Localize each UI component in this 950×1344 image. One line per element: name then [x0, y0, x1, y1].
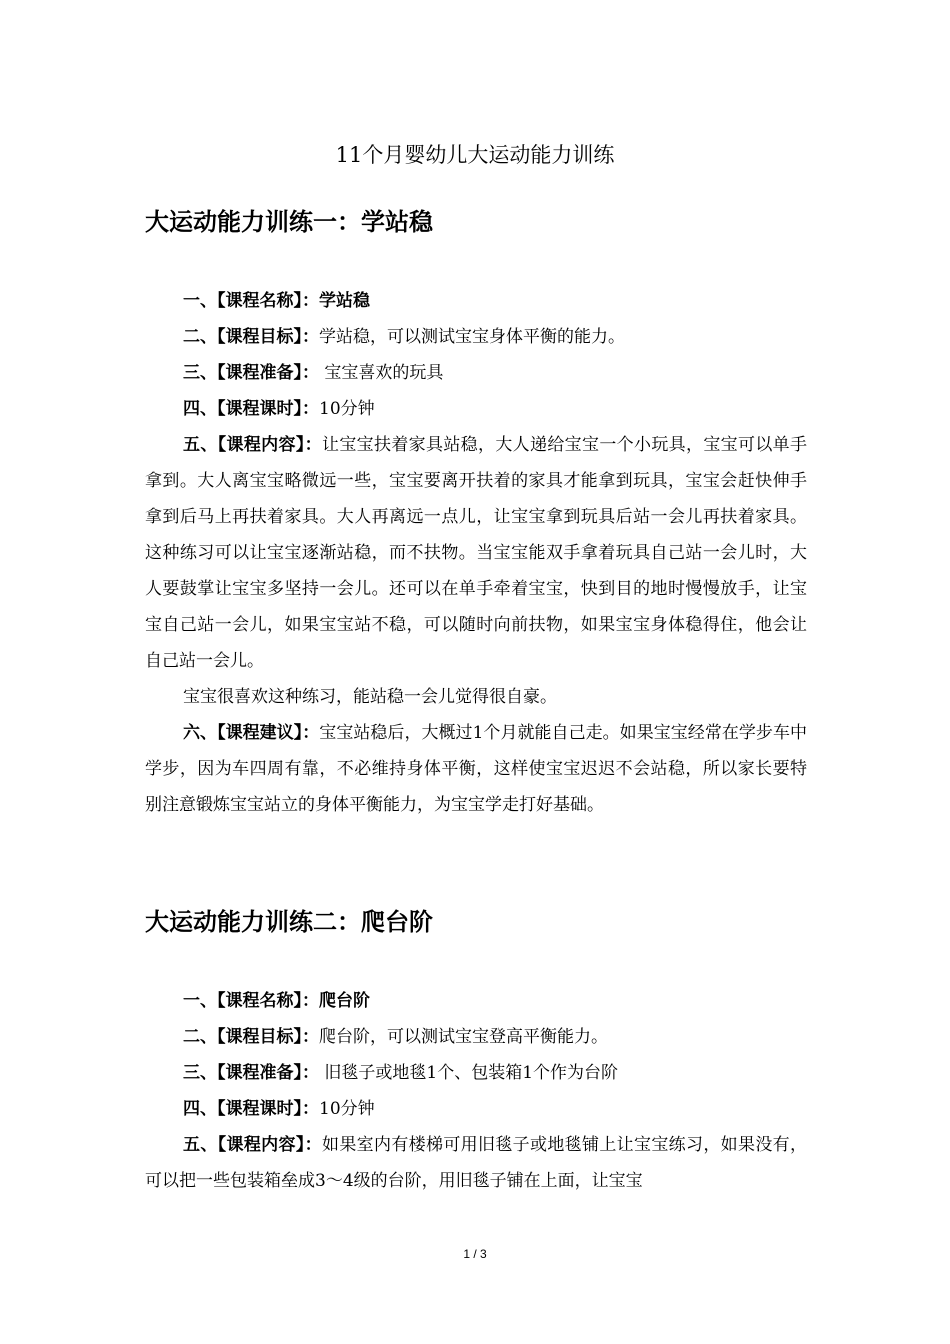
course-name-label: 一、【课程名称】：	[183, 991, 319, 1011]
course-name-value: 爬台阶	[319, 991, 370, 1011]
course-time-label: 四、【课程课时】：	[183, 399, 319, 419]
course-prep-label: 三、【课程准备】：	[183, 1063, 319, 1083]
page-number: 1 / 3	[463, 1247, 487, 1261]
course-goal-label: 二、【课程目标】：	[183, 1027, 319, 1047]
section-2-heading: 大运动能力训练二：爬台阶	[145, 908, 433, 936]
course-content-paragraph	[145, 1127, 807, 1199]
course-advice-label: 六、【课程建议】：	[183, 723, 320, 743]
course-time-value: 10分钟	[319, 1099, 375, 1119]
course-time-label: 四、【课程课时】：	[183, 1099, 319, 1119]
section-2-body	[145, 983, 807, 1199]
course-content-label: 五、【课程内容】：	[183, 435, 322, 455]
course-goal-value: 爬台阶，可以测试宝宝登高平衡能力。	[319, 1027, 608, 1047]
course-goal-line	[145, 319, 807, 355]
course-prep-value: 旧毯子或地毯1个、包装箱1个作为台阶	[319, 1063, 619, 1083]
course-name-label: 一、【课程名称】：	[183, 291, 319, 311]
course-content-value: 如果室内有楼梯可用旧毯子或地毯铺上让宝宝练习，如果没有，可以把一些包装箱垒成3～4级的台阶，用旧毯子铺在上面，让宝宝	[145, 1135, 807, 1191]
course-name-value: 学站稳	[319, 291, 370, 311]
course-name-line	[145, 983, 807, 1019]
course-name-line	[145, 283, 807, 319]
course-content-paragraph	[145, 427, 807, 679]
course-content-value: 让宝宝扶着家具站稳，大人递给宝宝一个小玩具，宝宝可以单手拿到。大人离宝宝略微远一些，宝宝要离开扶着的家具才能拿到玩具，宝宝会赶快伸手拿到后马上再扶着家具。大人再离远一点儿，让宝宝拿到玩具后站一会儿再扶着家具。这种练习可以让宝宝逐渐站稳，而不扶物。当宝宝能双手拿着玩具自己站一会儿时，大人要鼓掌让宝宝多坚持一会儿。还可以在单手牵着宝宝，快到目的地时慢慢放手，让宝宝自己站一会儿，如果宝宝站不稳，可以随时向前扶物，如果宝宝身体稳得住，他会让自己站一会儿。	[145, 435, 807, 671]
course-goal-value: 学站稳，可以测试宝宝身体平衡的能力。	[319, 327, 625, 347]
course-advice-value: 宝宝站稳后，大概过1个月就能自己走。如果宝宝经常在学步车中学步，因为车四周有靠，不必维持身体平衡，这样使宝宝迟迟不会站稳，所以家长要特别注意锻炼宝宝站立的身体平衡能力，为宝宝学走打好基础。	[145, 723, 807, 815]
section-1-heading: 大运动能力训练一：学站稳	[145, 208, 433, 236]
course-prep-line	[145, 355, 807, 391]
course-goal-line	[145, 1019, 807, 1055]
course-time-line	[145, 391, 807, 427]
course-content-label: 五、【课程内容】：	[183, 1135, 322, 1155]
course-goal-label: 二、【课程目标】：	[183, 327, 319, 347]
course-time-line	[145, 1091, 807, 1127]
course-note-paragraph: 宝宝很喜欢这种练习，能站稳一会儿觉得很自豪。	[183, 687, 557, 707]
course-prep-value: 宝宝喜欢的玩具	[319, 363, 444, 383]
course-prep-line	[145, 1055, 807, 1091]
course-advice-paragraph	[145, 715, 807, 823]
course-time-value: 10分钟	[319, 399, 375, 419]
section-1-body	[145, 283, 807, 823]
course-prep-label: 三、【课程准备】：	[183, 363, 319, 383]
page-title: 11个月婴幼儿大运动能力训练	[335, 143, 615, 167]
